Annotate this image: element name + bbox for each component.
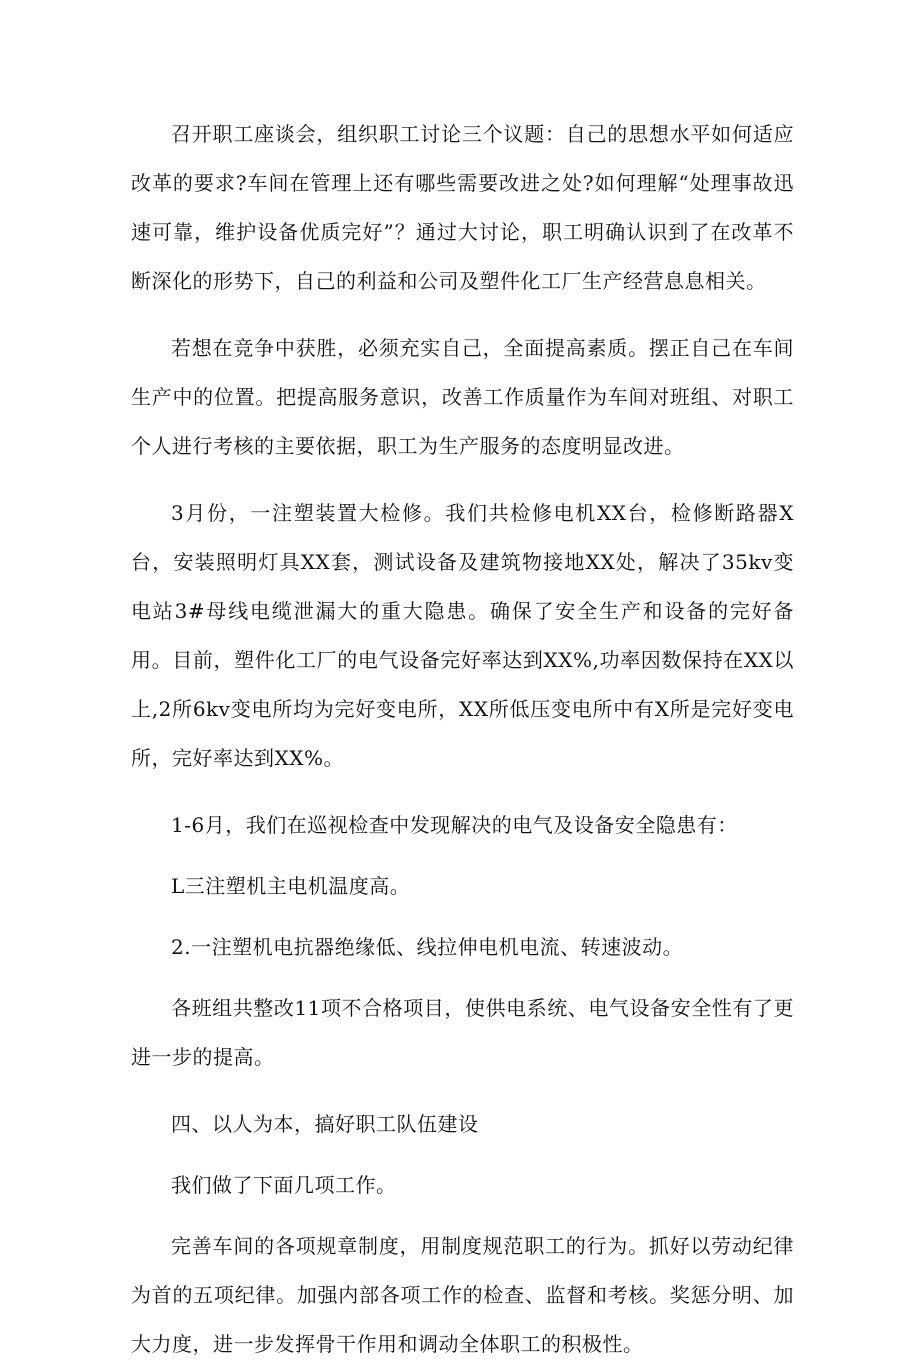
paragraph-hazard-2: 2.一注塑机电抗器绝缘低、线拉伸电机电流、转速波动。 (171, 935, 684, 959)
section-heading-four: 四、以人为本，搞好职工队伍建设 (171, 1112, 479, 1136)
paragraph-rectification: 各班组共整改11项不合格项目，使供电系统、电气设备安全性有了更进一步的提高。 (131, 996, 794, 1069)
paragraph-hazards-intro: 1-6月，我们在巡视检查中发现解决的电气及设备安全隐患有： (171, 813, 738, 837)
paragraph-regulations: 完善车间的各项规章制度，用制度规范职工的行为。抓好以劳动纪律为首的五项纪律。加强内部各项工作的检查、监督和考核。奖惩分明、加大力度，进一步发挥骨干作用和调动全体职工的积极性。 (131, 1234, 794, 1356)
paragraph-hazard-1: L三注塑机主电机温度高。 (171, 874, 411, 898)
paragraph-work-intro: 我们做了下面几项工作。 (171, 1173, 397, 1197)
paragraph-discussion: 召开职工座谈会，组织职工讨论三个议题：自己的思想水平如何适应改革的要求?车间在管理上还有哪些需要改进之处?如何理解“处理事故迅速可靠，维护设备优质完好”？通过大讨论，职工明确认识到了在改革不断深化的形势下，自己的利益和公司及塑件化工厂生产经营息息相关。 (131, 122, 794, 293)
paragraph-competition: 若想在竞争中获胜，必须充实自己，全面提高素质。摆正自己在车间生产中的位置。把提高服务意识，改善工作质量作为车间对班组、对职工个人进行考核的主要依据，职工为生产服务的态度明显改进。 (131, 336, 794, 458)
paragraph-overhaul: 3月份，一注塑装置大检修。我们共检修电机XX台，检修断路器X台，安装照明灯具XX套，测试设备及建筑物接地XX处，解决了35kv变电站3#母线电缆泄漏大的重大隐患。确保了安全生产和设备的完好备用。目前，塑件化工厂的电气设备完好率达到XX%,功率因数保持在XX以上,2所6kv变电所均为完好变电所，XX所低压变电所中有X所是完好变电所，完好率达到XX%。 (131, 501, 794, 770)
